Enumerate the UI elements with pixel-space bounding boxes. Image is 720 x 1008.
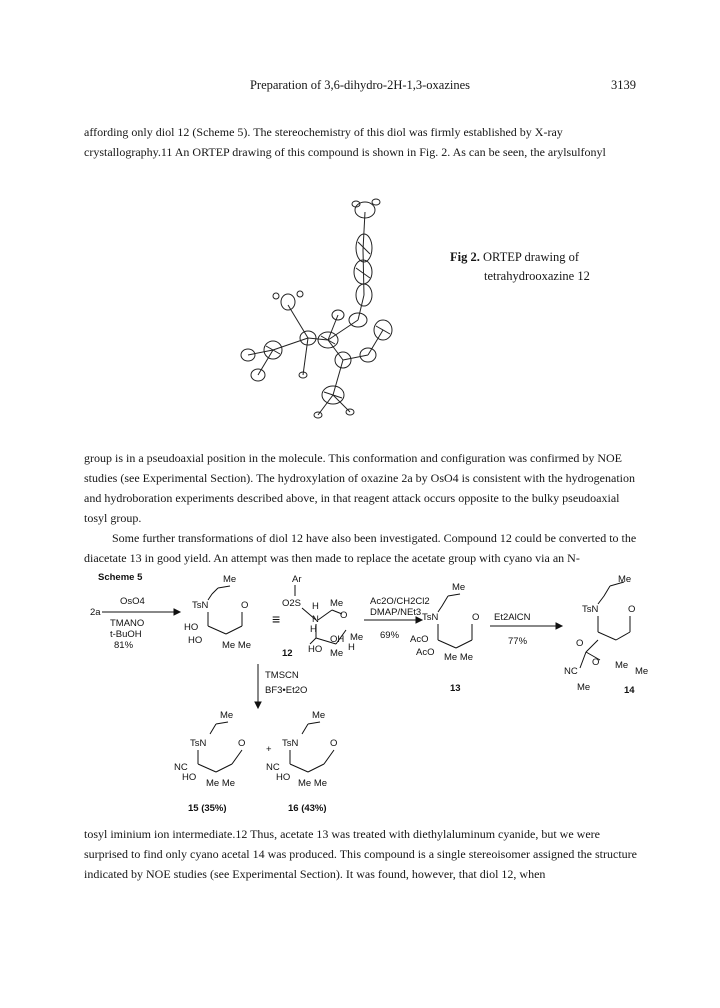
scheme-5 (80, 568, 660, 818)
svg-text:O: O (628, 604, 636, 615)
svg-text:O2S: O2S (282, 598, 302, 609)
yield-69: 69% (380, 630, 400, 641)
svg-text:+: + (266, 744, 272, 755)
svg-text:Me: Me (312, 710, 326, 721)
reagent-et2alcn: Et2AlCN (494, 612, 531, 623)
svg-text:O: O (241, 600, 249, 611)
yield-81: 81% (114, 640, 134, 651)
svg-text:TsN: TsN (190, 738, 207, 749)
paragraph-4: tosyl iminium ion intermediate.12 Thus, acetate 13 was treated with diethylaluminum cyanide, but we were surprised to find only cyano acetal 14 was produced. This compound is a single stereoisomer assigned the structure indicated by NOE studies (see Experimental Section). It was found, however, that diol 12, when (84, 827, 637, 881)
label-14: 14 (624, 685, 635, 696)
figure-caption (450, 248, 600, 286)
svg-text:Me: Me (635, 666, 649, 677)
reagent-tbuoh: t-BuOH (110, 629, 142, 640)
svg-text:Ar: Ar (292, 574, 302, 585)
svg-text:HO: HO (308, 644, 323, 655)
label-15: 15 (35%) (188, 803, 227, 814)
svg-text:TsN: TsN (582, 604, 599, 615)
svg-text:H: H (348, 642, 355, 653)
paragraph-3: Some further transformations of diol 12 have also been investigated. Compound 12 could be converted to the diacetate 13 in good yield. An attempt was then made to replace the acetate group with cyano via an N- (84, 531, 637, 565)
running-title: Preparation of 3,6-dihydro-2H-1,3-oxazines (249, 78, 471, 92)
svg-text:HO: HO (188, 635, 203, 646)
svg-text:O: O (472, 612, 480, 623)
svg-text:HO: HO (184, 622, 199, 633)
svg-text:Me: Me (220, 710, 234, 721)
svg-text:TsN: TsN (192, 600, 209, 611)
svg-text:O: O (592, 657, 600, 668)
svg-text:HO: HO (182, 772, 197, 783)
reagent-ac2o: Ac2O/CH2Cl2 (370, 596, 430, 607)
svg-text:H: H (312, 601, 319, 612)
caption-text-2: tetrahydrooxazine 12 (484, 269, 590, 283)
caption-text-1: ORTEP drawing of (482, 250, 579, 264)
paragraph-1: affording only diol 12 (Scheme 5). The stereochemistry of this diol was firmly established by X-ray crystallography.11 An ORTEP drawing of this compound is shown in Fig. 2. As can be seen, the arylsulfonyl (84, 125, 606, 159)
svg-text:TsN: TsN (282, 738, 299, 749)
svg-text:Me: Me (330, 648, 344, 659)
svg-text:OH: OH (330, 634, 345, 645)
scheme-title: Scheme 5 (98, 572, 143, 583)
label-12: 12 (282, 648, 293, 659)
page-number: 3139 (611, 78, 636, 92)
svg-text:H: H (310, 624, 317, 635)
caption-label: Fig 2. (450, 250, 480, 264)
svg-text:Me: Me (577, 682, 591, 693)
svg-text:TsN: TsN (422, 612, 439, 623)
svg-text:≡: ≡ (272, 611, 281, 627)
svg-text:Me: Me (618, 574, 632, 585)
label-13: 13 (450, 683, 461, 694)
svg-text:NC: NC (564, 666, 578, 677)
ortep-drawing (228, 190, 428, 430)
svg-text:NC: NC (174, 762, 188, 773)
svg-text:O: O (576, 638, 584, 649)
paragraph-2: group is in a pseudoaxial position in the molecule. This conformation and configuration was confirmed by NOE studies (see Experimental Section). The hydroxylation of oxazine 2a by OsO4 is consistent with the hydrogenation and hydroboration experiments described above, in that reagent attack occurs opposite to the bulky pseudoaxial tosyl group. (84, 451, 635, 525)
svg-text:Me: Me (223, 574, 237, 585)
yield-77: 77% (508, 636, 528, 647)
svg-text:AcO: AcO (410, 634, 429, 645)
svg-text:Me: Me (615, 660, 629, 671)
svg-text:Me Me: Me Me (206, 778, 236, 789)
svg-text:O: O (340, 610, 348, 621)
svg-text:HO: HO (276, 772, 291, 783)
svg-text:AcO: AcO (416, 647, 435, 658)
svg-text:N: N (312, 614, 319, 625)
svg-text:Me Me: Me Me (298, 778, 328, 789)
reagent-dmap: DMAP/NEt3 (370, 607, 422, 618)
svg-text:O: O (238, 738, 246, 749)
svg-text:Me: Me (452, 582, 466, 593)
svg-text:Me Me: Me Me (444, 652, 474, 663)
label-16: 16 (43%) (288, 803, 327, 814)
reagent-bf3: BF3•Et2O (265, 685, 308, 696)
reagent-tmano: TMANO (110, 618, 145, 629)
svg-text:NC: NC (266, 762, 280, 773)
svg-text:O: O (330, 738, 338, 749)
start-compound: 2a (90, 607, 101, 618)
svg-text:Me: Me (350, 632, 364, 643)
svg-text:Me Me: Me Me (222, 640, 252, 651)
reagent-oso4: OsO4 (120, 596, 145, 607)
svg-text:Me: Me (330, 598, 344, 609)
reagent-tmscn: TMSCN (265, 670, 299, 681)
